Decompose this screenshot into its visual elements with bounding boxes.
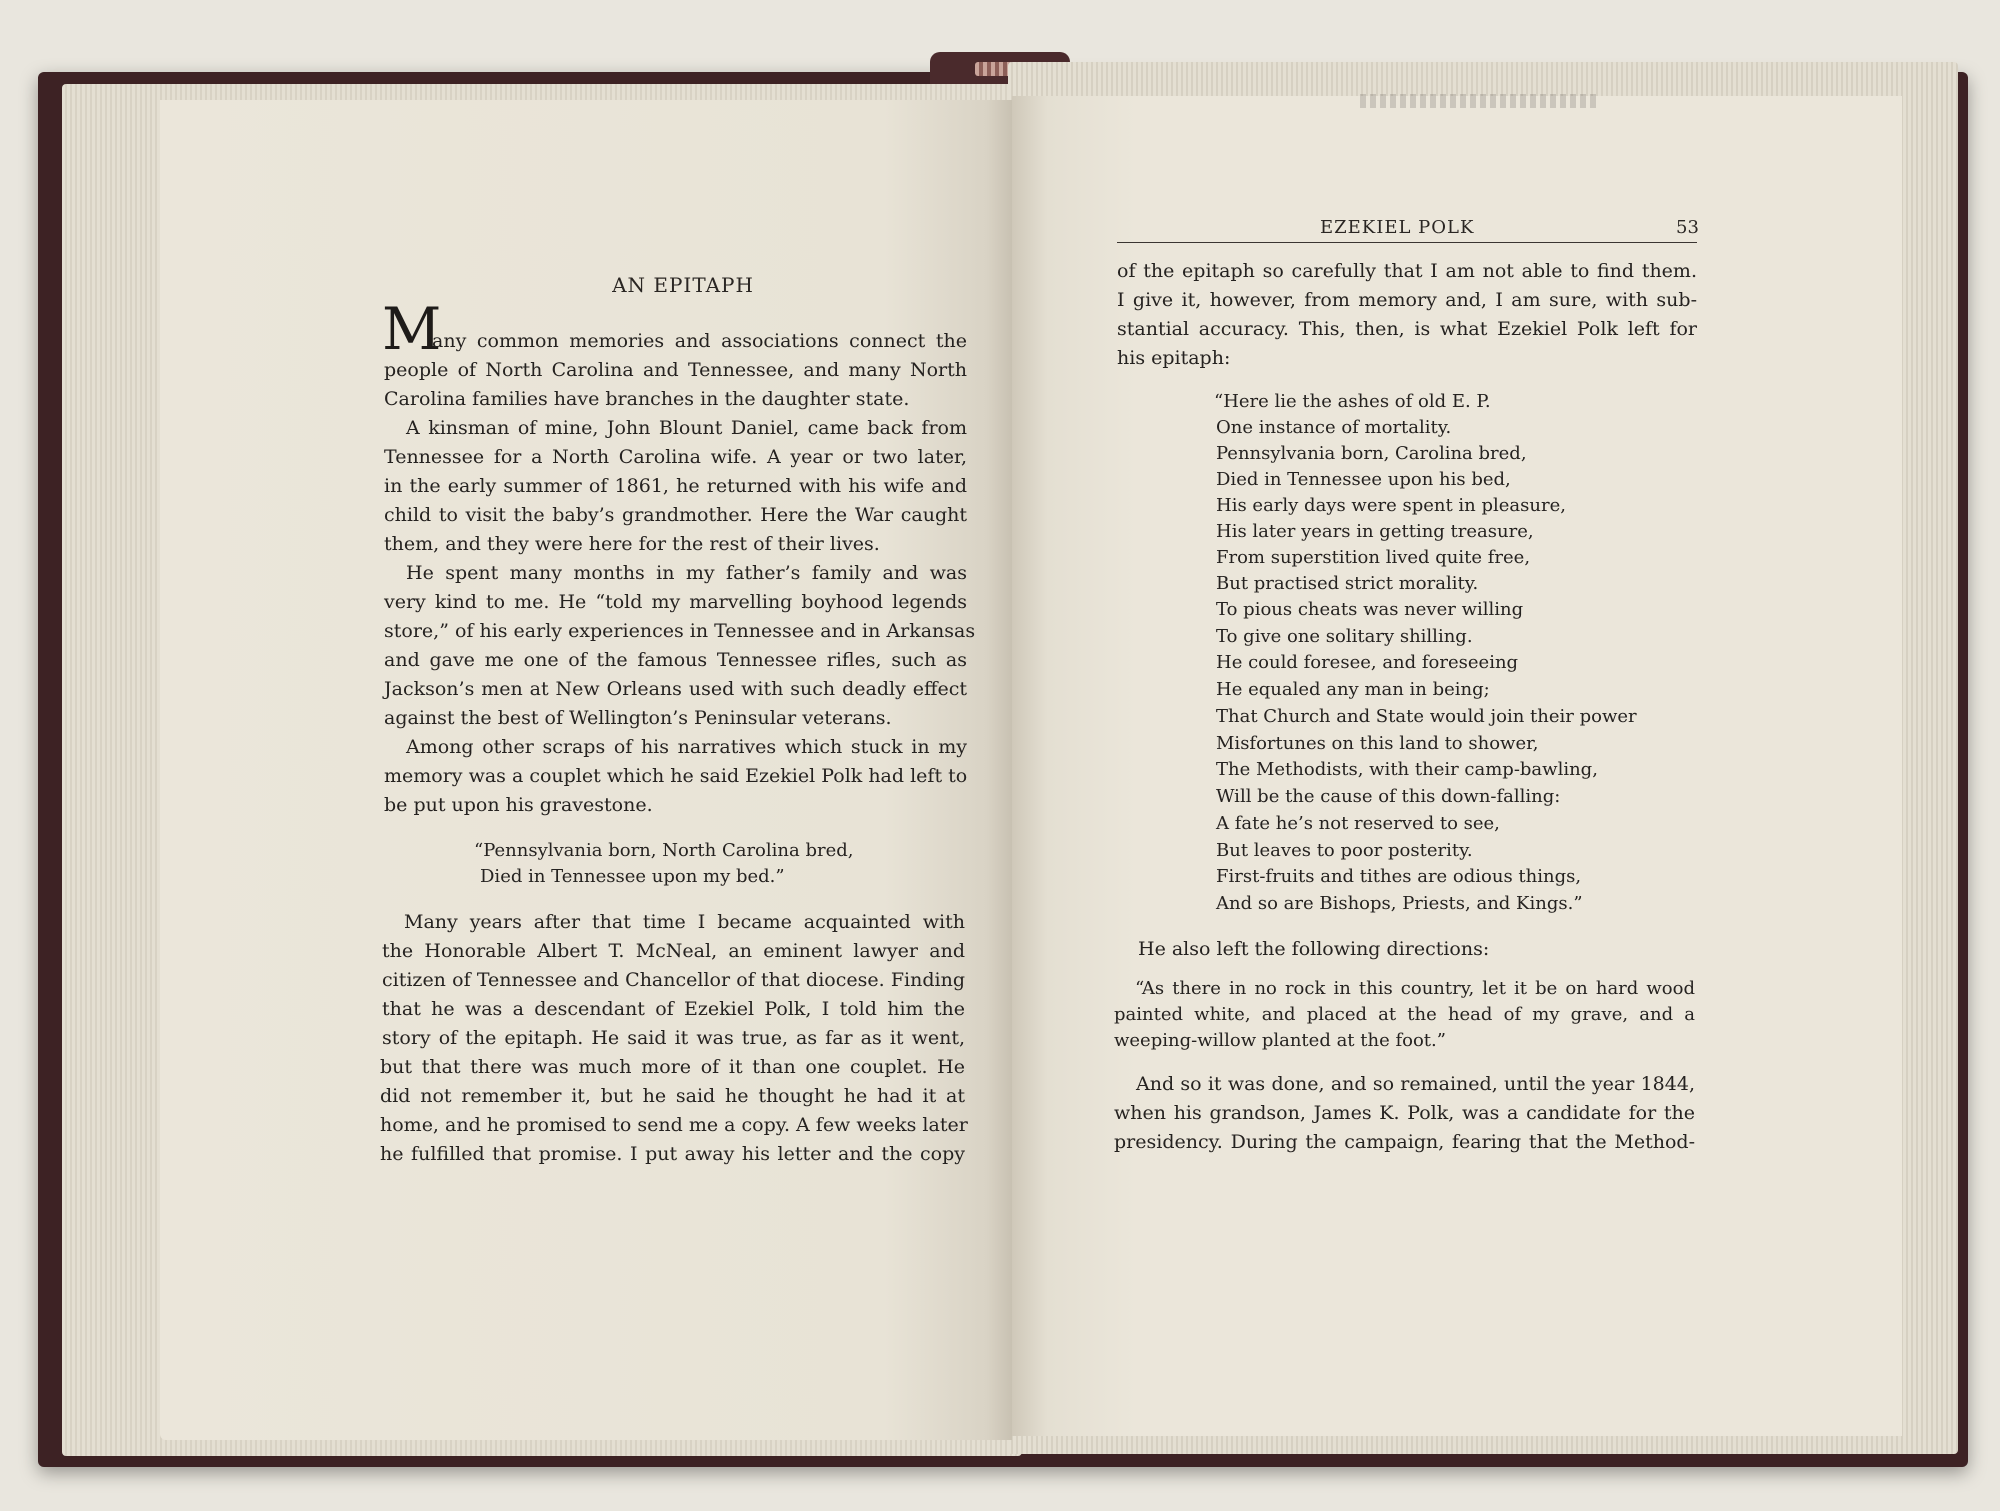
text-line: the Honorable Albert T. McNeal, an eminent lawyer and [382,940,965,962]
poem-line: Pennsylvania born, Carolina bred, [1216,443,1527,464]
text-line: home, and he promised to send me a copy. A few weeks later [380,1114,968,1136]
text-line: store,” of his early experiences in Tennessee and in Arkansas [384,620,976,642]
text-line: A kinsman of mine, John Blount Daniel, came back from [406,417,967,439]
poem-line: First-fruits and tithes are odious things, [1216,866,1582,887]
text-line: against the best of Wellington’s Peninsular veterans. [384,707,892,729]
text-line: he fulfilled that promise. I put away his letter and the copy [380,1143,965,1165]
poem-line: One instance of mortality. [1216,417,1452,438]
text-line: Tennessee for a North Carolina wife. A year or two later, [384,446,967,468]
header-rule [1117,242,1697,243]
text-line: very kind to me. He “told my marvelling boyhood legends [384,591,967,613]
poem-line: To give one solitary shilling. [1216,626,1473,647]
text-line: did not remember it, but he said he thought he had it at [380,1085,965,1107]
text-line: of the epitaph so carefully that I am not able to find them. [1117,260,1697,282]
text-line: presidency. During the campaign, fearing that the Method- [1114,1131,1695,1153]
poem-line: A fate he’s not reserved to see, [1216,813,1500,834]
poem-line: From superstition lived quite free, [1216,547,1531,568]
drop-cap: M [382,295,442,363]
text-line: that he was a descendant of Ezekiel Polk, I told him the [382,998,965,1020]
bleed-through-text [1360,94,1600,108]
text-line: memory was a couplet which he said Ezekiel Polk had left to [384,765,968,787]
poem-line: But practised strict morality. [1216,573,1479,594]
text-line: be put upon his gravestone. [384,794,653,816]
quote-line: painted white, and placed at the head of my grave, and a [1114,1004,1695,1025]
poem-line: His early days were spent in pleasure, [1216,495,1566,516]
poem-line: “Here lie the ashes of old E. P. [1214,391,1491,412]
text-line: Many years after that time I became acquainted with [404,911,965,933]
running-header: EZEKIEL POLK [1320,217,1475,238]
couplet-line: “Pennsylvania born, North Carolina bred, [474,840,854,861]
poem-line: The Methodists, with their camp-bawling, [1216,759,1598,780]
text-line: when his grandson, James K. Polk, was a candidate for the [1114,1102,1695,1124]
poem-line: Misfortunes on this land to shower, [1216,733,1539,754]
poem-line: To pious cheats was never willing [1216,599,1524,620]
text-line: and gave me one of the famous Tennessee rifles, such as [384,649,967,671]
text-line: Jackson’s men at New Orleans used with such deadly effect [384,678,967,700]
text-line: in the early summer of 1861, he returned with his wife and [384,475,967,497]
poem-line: That Church and State would join their power [1216,706,1637,727]
quote-line: weeping-willow planted at the foot.” [1114,1030,1446,1051]
poem-line: His later years in getting treasure, [1216,521,1534,542]
poem-line: He could foresee, and foreseeing [1216,652,1519,673]
poem-line: But leaves to poor posterity. [1216,840,1473,861]
couplet-line: Died in Tennessee upon my bed.” [480,866,785,887]
text-line: child to visit the baby’s grandmother. Here the War caught [384,504,967,526]
poem-line: And so are Bishops, Priests, and Kings.” [1216,893,1583,914]
text-line: his epitaph: [1117,347,1231,369]
text-line: I give it, however, from memory and, I am sure, with sub- [1117,289,1697,311]
text-line: And so it was done, and so remained, until the year 1844, [1136,1073,1695,1095]
text-line: them, and they were here for the rest of their lives. [384,533,880,555]
text-line: but that there was much more of it than one couplet. He [380,1056,965,1078]
text-line: citizen of Tennessee and Chancellor of that diocese. Finding [382,969,965,991]
directions-intro: He also left the following directions: [1138,938,1490,960]
poem-line: Died in Tennessee upon his bed, [1216,469,1511,490]
poem-line: He equaled any man in being; [1216,679,1490,700]
text-line: Carolina families have branches in the daughter state. [384,388,910,410]
page-number: 53 [1676,217,1699,238]
text-line: people of North Carolina and Tennessee, and many North [384,359,967,381]
text-line: any common memories and associations connect the [432,330,967,352]
chapter-title: AN EPITAPH [612,273,754,297]
poem-line: Will be the cause of this down-falling: [1216,786,1561,807]
text-line: story of the epitaph. He said it was true, as far as it went, [382,1027,965,1049]
text-line: He spent many months in my father’s family and was [406,562,967,584]
text-line: stantial accuracy. This, then, is what Ezekiel Polk left for [1117,318,1697,340]
text-line: Among other scraps of his narratives which stuck in my [406,736,967,758]
quote-line: “As there in no rock in this country, let it be on hard wood [1135,978,1695,999]
